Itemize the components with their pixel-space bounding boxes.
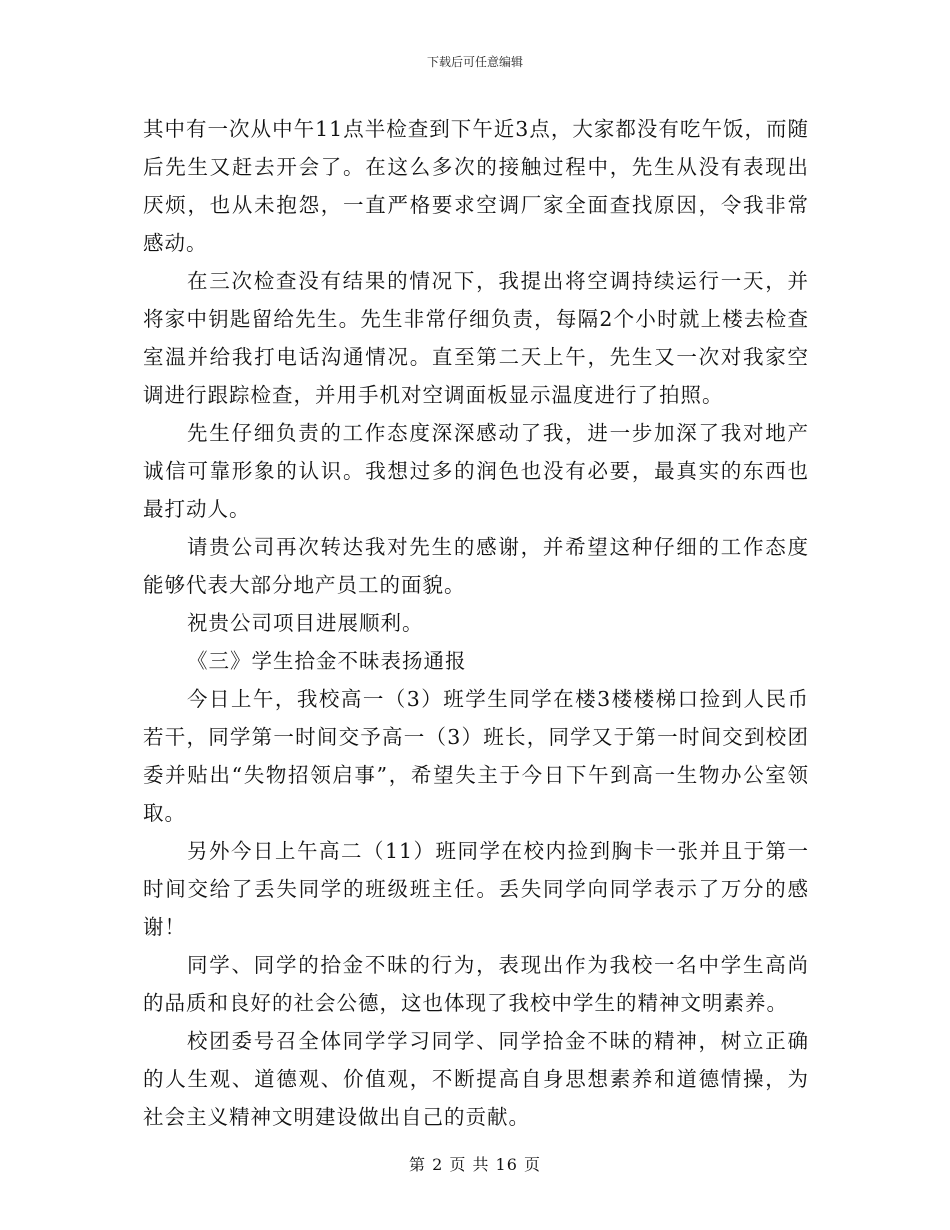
paragraph: 祝贵公司项目进展顺利。 (187, 611, 424, 635)
document-body (143, 110, 809, 1136)
paragraph: 另外今日上午高二（11）班同学在校内捡到胸卡一张并且于第一时间交给了丢失同学的班级班主任。丢失同学向同学表示了万分的感谢！ (143, 839, 809, 939)
paragraph: 在三次检查没有结果的情况下，我提出将空调持续运行一天，并将家中钥匙留给先生。先生非常仔细负责，每隔2个小时就上楼去检查室温并给我打电话沟通情况。直至第二天上午，先生又一次对我家空调进行跟踪检查，并用手机对空调面板显示温度进行了拍照。 (143, 269, 809, 407)
paragraph: 请贵公司再次转达我对先生的感谢，并希望这种仔细的工作态度能够代表大部分地产员工的面貌。 (143, 535, 809, 597)
section-title: 《三》学生拾金不昧表扬通报 (187, 649, 467, 673)
paragraph: 先生仔细负责的工作态度深深感动了我，进一步加深了我对地产诚信可靠形象的认识。我想过多的润色也没有必要，最真实的东西也最打动人。 (143, 421, 809, 521)
paragraph: 同学、同学的拾金不昧的行为，表现出作为我校一名中学生高尚的品质和良好的社会公德，这也体现了我校中学生的精神文明素养。 (143, 953, 809, 1015)
paragraph: 校团委号召全体同学学习同学、同学拾金不昧的精神，树立正确的人生观、道德观、价值观，不断提高自身思想素养和道德情操，为社会主义精神文明建设做出自己的贡献。 (143, 1029, 809, 1129)
paragraph: 今日上午，我校高一（3）班学生同学在楼3楼楼梯口捡到人民币若干，同学第一时间交予高一（3）班长，同学又于第一时间交到校团委并贴出“失物招领启事”，希望失主于今日下午到高一生物办公室领取。 (143, 687, 809, 825)
paragraph-continuation: 其中有一次从中午11点半检查到下午近3点，大家都没有吃午饭，而随后先生又赶去开会了。在这么多次的接触过程中，先生从没有表现出厌烦，也从未抱怨，一直严格要求空调厂家全面查找原因，令我非常感动。 (143, 117, 809, 255)
page-header: 下载后可任意编辑 (426, 55, 523, 69)
page-number-footer: 第 2 页 共 16 页 (409, 1155, 541, 1174)
